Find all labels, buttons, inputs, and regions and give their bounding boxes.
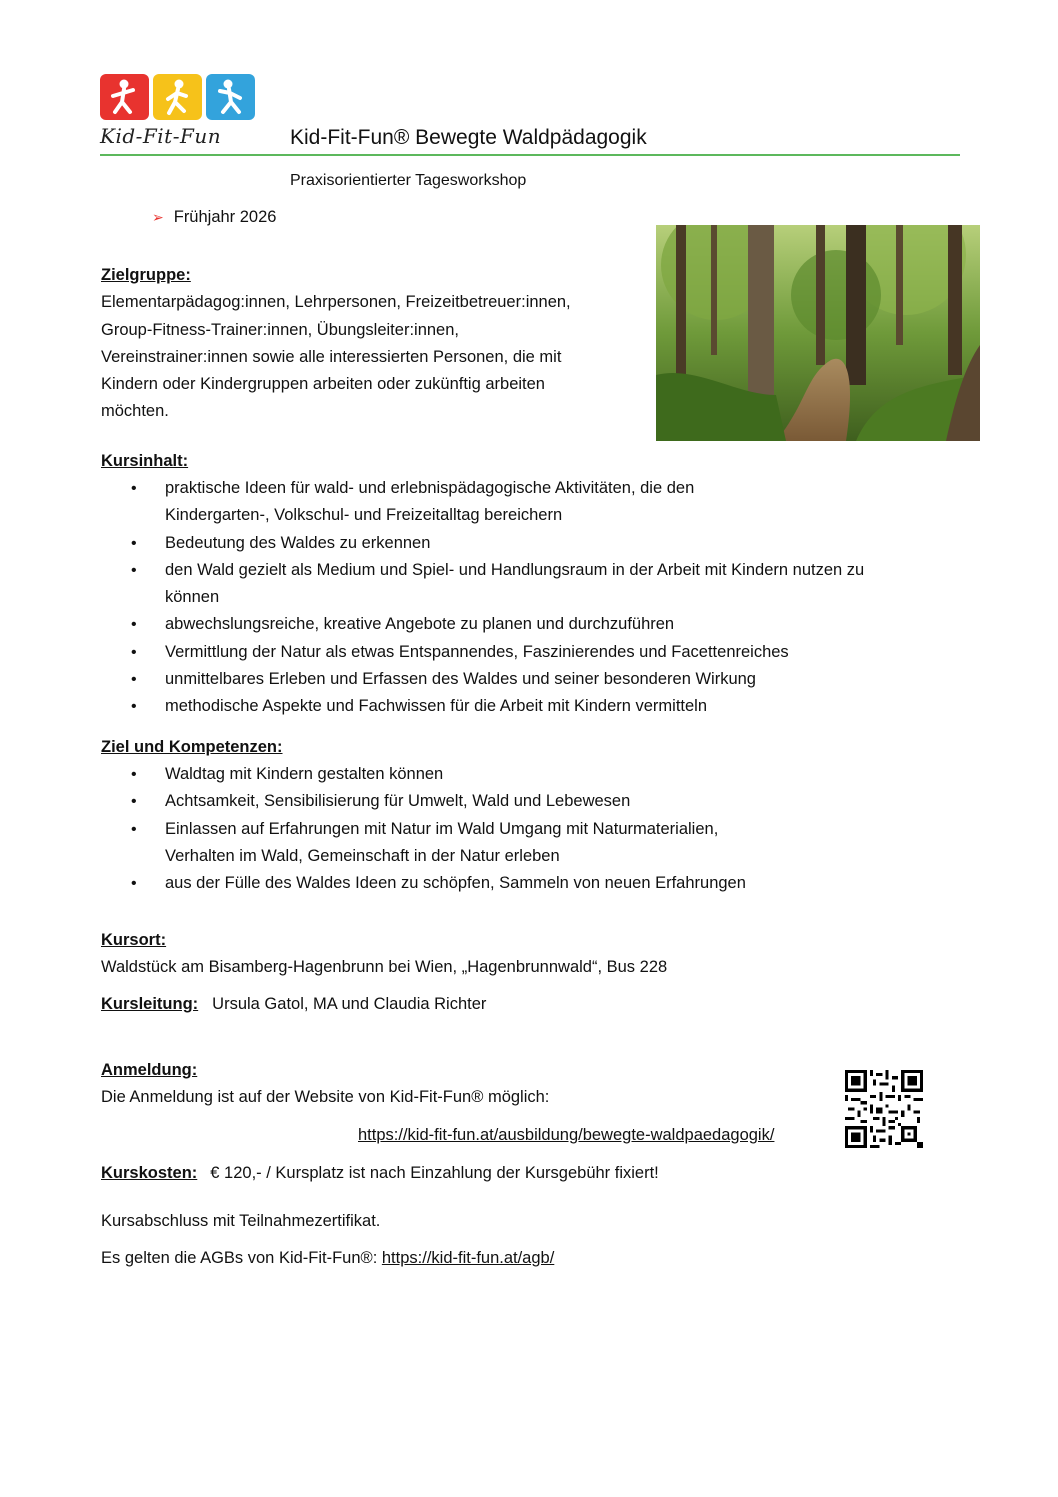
- list-item: • Vermittlung der Natur als etwas Entspannendes, Faszinierendes und Facettenreiches: [101, 639, 961, 666]
- zielgruppe-line: Kindern oder Kindergruppen arbeiten oder zukünftig arbeiten: [101, 375, 545, 394]
- season-text: Frühjahr 2026: [173, 208, 277, 226]
- page-title: Kid-Fit-Fun® Bewegte Waldpädagogik: [290, 126, 647, 149]
- agb-section: [101, 1245, 554, 1272]
- page-subtitle: Praxisorientierter Tagesworkshop: [290, 172, 527, 189]
- kursleitung-label: Kursleitung:: [101, 995, 199, 1013]
- logo-wordmark: Kid-Fit-Fun: [100, 124, 222, 148]
- zielgruppe-line: Elementarpädagog:innen, Lehrpersonen, Freizeitbetreuer:innen,: [101, 293, 571, 312]
- ziel-list: [101, 761, 961, 897]
- running-child-icon: [153, 74, 202, 120]
- kursleitung-text: Ursula Gatol, MA und Claudia Richter: [212, 995, 487, 1013]
- registration-link[interactable]: https://kid-fit-fun.at/ausbildung/bewegte-waldpaedagogik/: [358, 1126, 775, 1144]
- arrow-bullet-icon: ➢: [152, 209, 164, 225]
- zielgruppe-section: [101, 262, 641, 426]
- agb-link[interactable]: https://kid-fit-fun.at/agb/: [381, 1249, 555, 1267]
- list-item: • Waldtag mit Kindern gestalten können: [101, 761, 961, 788]
- qr-code-icon: [845, 1070, 923, 1148]
- list-item: • praktische Ideen für wald- und erlebnispädagogische Aktivitäten, die den Kindergarten-, Volkschul- und Freizeitalltag bereichern: [101, 475, 961, 530]
- ziel-heading: Ziel und Kompetenzen:: [101, 738, 283, 756]
- kid-fit-fun-logo: [100, 74, 260, 154]
- zielgruppe-line: möchten.: [101, 402, 169, 421]
- list-item: • aus der Fülle des Waldes Ideen zu schöpfen, Sammeln von neuen Erfahrungen: [101, 870, 961, 897]
- forest-image: [656, 225, 980, 441]
- running-child-icon: [206, 74, 255, 120]
- forest-path-photo: [656, 225, 980, 441]
- logo-tile-red: [100, 74, 149, 120]
- anmeldung-section: [101, 1057, 549, 1112]
- header-divider: [100, 154, 960, 156]
- list-item: • unmittelbares Erleben und Erfassen des Waldes und seiner besonderen Wirkung: [101, 666, 961, 693]
- anmeldung-text: Die Anmeldung ist auf der Website von Kid-Fit-Fun® möglich:: [101, 1088, 550, 1107]
- qr-code: [845, 1070, 923, 1148]
- kurskosten-label: Kurskosten:: [101, 1164, 198, 1182]
- kursort-text: Waldstück am Bisamberg-Hagenbrunn bei Wien, „Hagenbrunnwald“, Bus 228: [101, 958, 668, 977]
- season-item: [152, 208, 276, 227]
- kursabschluss-text: Kursabschluss mit Teilnahmezertifikat.: [101, 1212, 381, 1230]
- anmeldung-heading: Anmeldung:: [101, 1061, 198, 1079]
- kursleitung-section: [101, 991, 486, 1018]
- agb-text: Es gelten die AGBs von Kid-Fit-Fun®:: [101, 1249, 382, 1267]
- kursinhalt-heading: Kursinhalt:: [101, 452, 189, 470]
- list-item: • methodische Aspekte und Fachwissen für die Arbeit mit Kindern vermitteln: [101, 693, 961, 720]
- list-item: • Einlassen auf Erfahrungen mit Natur im Wald Umgang mit Naturmaterialien, Verhalten im Wald, Gemeinschaft in der Natur erleben: [101, 816, 961, 871]
- zielgruppe-line: Group-Fitness-Trainer:innen, Übungsleiter:innen,: [101, 320, 459, 339]
- running-child-icon: [100, 74, 149, 120]
- list-item: • den Wald gezielt als Medium und Spiel- und Handlungsraum in der Arbeit mit Kindern nutzen zu können: [101, 557, 961, 612]
- kursinhalt-list: [101, 475, 961, 721]
- zielgruppe-line: Vereinstrainer:innen sowie alle interessierten Personen, die mit: [101, 347, 562, 366]
- logo-tile-blue: [206, 74, 255, 120]
- list-item: • abwechslungsreiche, kreative Angebote zu planen und durchzuführen: [101, 611, 961, 638]
- kursort-heading: Kursort:: [101, 931, 167, 949]
- list-item: • Bedeutung des Waldes zu erkennen: [101, 530, 961, 557]
- zielgruppe-heading: Zielgruppe:: [101, 266, 191, 284]
- logo-tile-yellow: [153, 74, 202, 120]
- kursort-section: [101, 927, 667, 982]
- list-item: • Achtsamkeit, Sensibilisierung für Umwelt, Wald und Lebewesen: [101, 788, 961, 815]
- kurskosten-text: € 120,- / Kursplatz ist nach Einzahlung der Kursgebühr fixiert!: [210, 1164, 659, 1182]
- kurskosten-section: [101, 1160, 659, 1187]
